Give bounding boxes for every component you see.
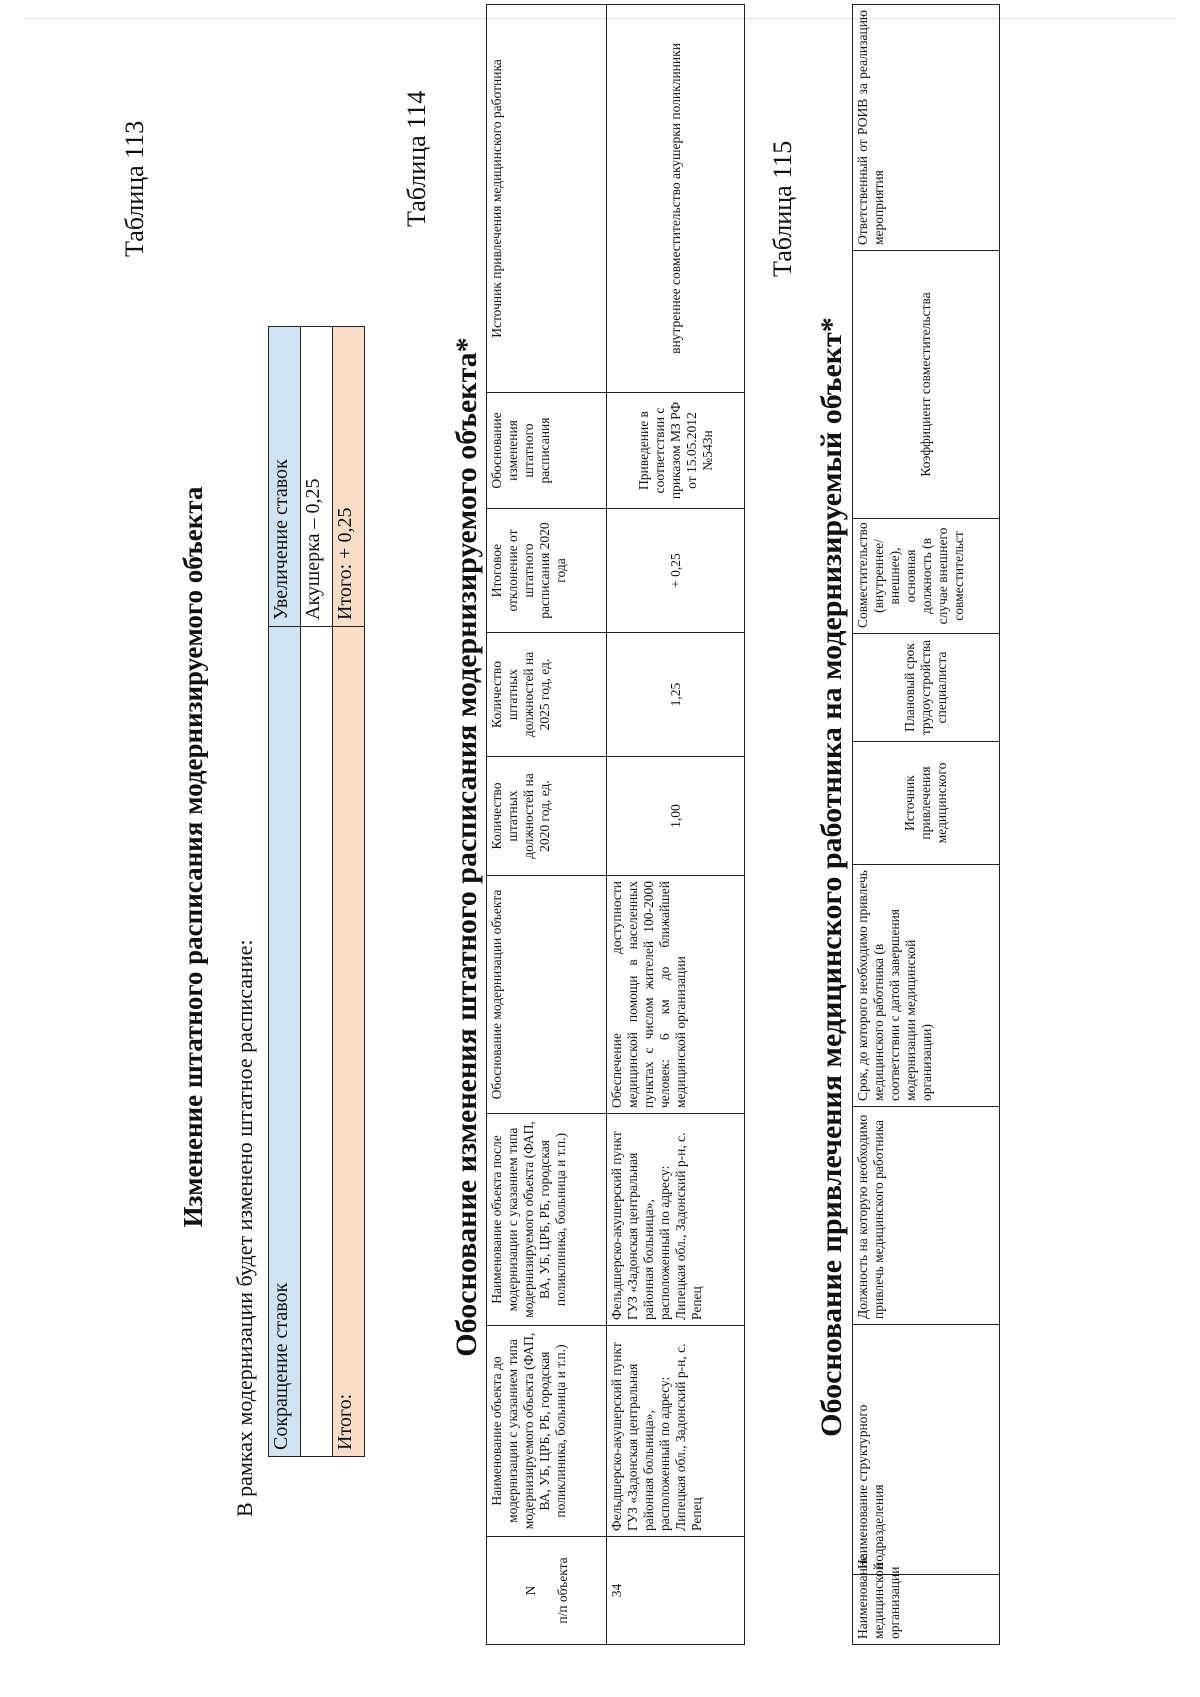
header-number: N п/п объекта bbox=[487, 1537, 607, 1645]
header-count-2025: Количество штатных должностей на 2025 год, ед. bbox=[487, 633, 607, 757]
cell-deviation: + 0,25 bbox=[607, 509, 745, 633]
table-114-label: Таблица 114 bbox=[402, 90, 431, 227]
cell-name-before: Фельдшерско-акушерский пункт ГУЗ «Задонская центральная районная больница», расположенный по адресу: Липецкая обл., Задонский р-н, с. Репец bbox=[607, 1326, 745, 1537]
header-coefficient: Коэффициент совместительства bbox=[853, 251, 1000, 519]
header-change-basis: Обоснование изменения штатного расписания bbox=[487, 393, 607, 509]
reduction-item bbox=[301, 627, 333, 1457]
table-114-header-row bbox=[487, 5, 607, 1645]
table-row bbox=[269, 327, 301, 1457]
table-113-title: Изменение штатного расписания модернизируемого объекта bbox=[178, 486, 208, 1228]
cell-number: 34 bbox=[607, 1537, 745, 1645]
table-115 bbox=[852, 4, 1000, 1645]
table-115-title: Обоснование привлечения медицинского работника на модернизируемый объект* bbox=[815, 317, 848, 1437]
header-deadline: Срок, до которого необходимо привлечь медицинского работника (в соответствии с датой завершения модернизации медицинской организации) bbox=[853, 865, 1000, 1107]
table-113-label: Таблица 113 bbox=[120, 120, 149, 257]
table-114 bbox=[486, 4, 745, 1645]
header-part-time: Совместительство (внутреннее/внешнее), основная должность (в случае внешнего совместительст bbox=[853, 519, 1000, 634]
header-structural-unit: Наименование структурного подразделения bbox=[853, 1325, 1000, 1575]
cell-count-2020: 1,00 bbox=[607, 757, 745, 876]
header-org-name: Наименование медицинской организации bbox=[853, 1575, 1000, 1645]
table-113 bbox=[268, 326, 365, 1457]
header-name-before: Наименование объекта до модернизации с указанием типа модернизируемого объекта (ФАП, ВА, УБ, ЦРБ, РБ, городская поликлиника, больница и т.п.) bbox=[487, 1326, 607, 1537]
header-planned-employment: Плановый срок трудоустройства специалиста bbox=[853, 634, 1000, 742]
increase-item: Акушерка – 0,25 bbox=[301, 327, 333, 627]
table-row bbox=[333, 327, 365, 1457]
increase-header: Увеличение ставок bbox=[269, 327, 301, 627]
reduction-total: Итого: bbox=[333, 627, 365, 1457]
header-justification: Обоснование модернизации объекта bbox=[487, 876, 607, 1114]
cell-name-after: Фельдшерско-акушерский пункт ГУЗ «Задонская центральная районная больница», расположенный по адресу: Липецкая обл., Задонский р-н, с. Репец bbox=[607, 1114, 745, 1326]
table-115-label: Таблица 115 bbox=[768, 140, 797, 277]
header-count-2020: Количество штатных должностей на 2020 год, ед. bbox=[487, 757, 607, 876]
table-113-intro: В рамках модернизации будет изменено штатное расписание: bbox=[232, 939, 257, 1517]
reduction-header: Сокращение ставок bbox=[269, 627, 301, 1457]
table-row bbox=[607, 5, 745, 1645]
table-114-title: Обоснование изменения штатного расписания модернизируемого объекта* bbox=[450, 337, 483, 1357]
header-source: Источник привлечения медицинского работника bbox=[487, 5, 607, 393]
table-row bbox=[301, 327, 333, 1457]
header-responsible: Ответственный от РОИВ за реализацию мероприятия bbox=[853, 5, 1000, 251]
cell-change-basis: Приведение в соответствии с приказом МЗ РФ от 15.05.2012 №543н bbox=[607, 393, 745, 509]
cell-justification: Обеспечение доступности медицинской помощи в населенных пунктах с числом жителей 100-2000 человек: 6 км до ближайшей медицинской организации bbox=[607, 876, 745, 1114]
header-deviation: Итоговое отклонение от штатного расписания 2020 года bbox=[487, 509, 607, 633]
cell-count-2025: 1,25 bbox=[607, 633, 745, 757]
header-source: Источник привлечения медицинского bbox=[853, 742, 1000, 865]
increase-total: Итого: + 0,25 bbox=[333, 327, 365, 627]
table-115-header-row bbox=[853, 5, 1000, 1645]
header-position: Должность на которую необходимо привлечь медицинского работника bbox=[853, 1107, 1000, 1325]
header-name-after: Наименование объекта после модернизации с указанием типа модернизируемого объекта (ФАП, ВА, УБ, ЦРБ, РБ, городская поликлиника, больница и т.п.) bbox=[487, 1114, 607, 1326]
cell-source: внутреннее совместительство акушерки поликлиники bbox=[607, 5, 745, 393]
